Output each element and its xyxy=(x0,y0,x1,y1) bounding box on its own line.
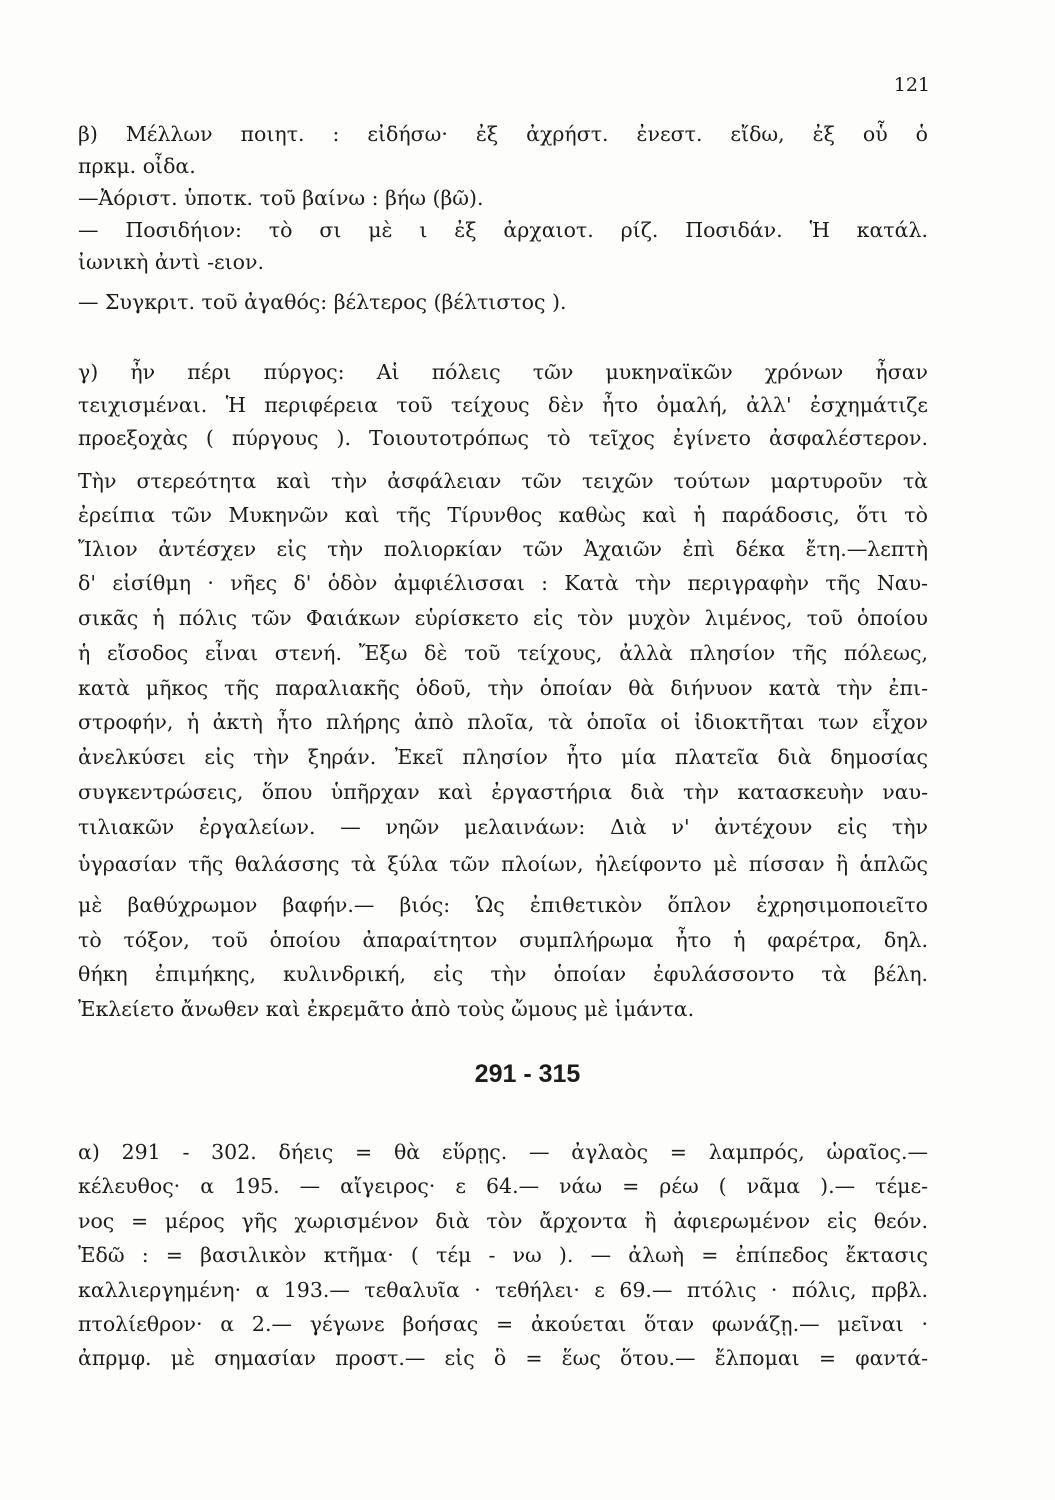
text-line: τιλιακῶν ἐργαλείων. — νηῶν μελαινάων: Διὰ ν' ἀντέχουν εἰς τὴν xyxy=(78,815,928,839)
text-line: συγκεντρώσεις, ὅπου ὑπῆρχαν καὶ ἐργαστήρια διὰ τὴν κατασκευὴν ναυ- xyxy=(78,780,928,804)
text-line: κατὰ μῆκος τῆς παραλιακῆς ὁδοῦ, τὴν ὁποίαν θὰ διήνυον κατὰ τὴν ἐπι- xyxy=(78,676,928,700)
text-line: μὲ βαθύχρωμον βαφήν.— βιός: Ὡς ἐπιθετικὸν ὅπλον ἐχρησιμοποιεῖτο xyxy=(78,893,928,917)
text-line: δ' εἰσίθμη · νῆες δ' ὁδὸν ἀμφιέλισσαι : Κατὰ τὴν περιγραφὴν τῆς Ναυ- xyxy=(78,571,928,595)
text-line: Ἐδῶ : = βασιλικὸν κτῆμα· ( τέμ - νω ). — ἀλωὴ = ἐπίπεδος ἔκτασις xyxy=(78,1243,928,1267)
text-line: Ἴλιον ἀντέσχεν εἰς τὴν πολιορκίαν τῶν Ἀχαιῶν ἐπὶ δέκα ἔτη.—λεπτὴ xyxy=(78,537,928,561)
text-line: α) 291 - 302. δήεις = θὰ εὕρῃς. — ἀγλαὸς = λαμπρός, ὡραῖος.— xyxy=(78,1140,928,1164)
text-line: —Ἀόριστ. ὑποτκ. τοῦ βαίνω : βήω (βῶ). xyxy=(78,186,484,210)
section-heading: 291 - 315 xyxy=(474,1060,581,1088)
text-line: ὑγρασίαν τῆς θαλάσσης τὰ ξύλα τῶν πλοίων, ἠλείφοντο μὲ πίσσαν ἢ ἁπλῶς xyxy=(78,852,928,876)
text-line: Ἐκλείετο ἄνωθεν καὶ ἐκρεμᾶτο ἀπὸ τοὺς ὤμους μὲ ἱμάντα. xyxy=(78,997,695,1021)
text-line: νος = μέρος γῆς χωρισμένον διὰ τὸν ἄρχοντα ἢ ἀφιερωμένον εἰς θεόν. xyxy=(78,1209,928,1233)
text-line: Τὴν στερεότητα καὶ τὴν ἀσφάλειαν τῶν τειχῶν τούτων μαρτυροῦν τὰ xyxy=(78,469,928,493)
text-line: τὸ τόξον, τοῦ ὁποίου ἀπαραίτητον συμπλήρωμα ἦτο ἡ φαρέτρα, δηλ. xyxy=(78,928,928,952)
text-line: — Ποσιδήιον: τὸ σι μὲ ι ἐξ ἀρχαιοτ. ρίζ. Ποσιδάν. Ἡ κατάλ. xyxy=(78,218,928,242)
text-line: ἐρείπια τῶν Μυκηνῶν καὶ τῆς Τίρυνθος καθὼς καὶ ἡ παράδοσις, ὅτι τὸ xyxy=(78,503,928,527)
text-line: ἡ εἴσοδος εἶναι στενή. Ἔξω δὲ τοῦ τείχους, ἀλλὰ πλησίον τῆς πόλεως, xyxy=(78,641,928,665)
text-line: ἀνελκύσει εἰς τὴν ξηράν. Ἐκεῖ πλησίον ἦτο μία πλατεῖα διὰ δημοσίας xyxy=(78,745,928,769)
text-line: ἀπρμφ. μὲ σημασίαν προστ.— εἰς ὃ = ἕως ὅτου.— ἔλπομαι = φαντά- xyxy=(78,1346,928,1370)
page-number: 121 xyxy=(893,74,930,96)
text-line: πρκμ. οἶδα. xyxy=(78,154,196,178)
text-line: β) Μέλλων ποιητ. : εἰδήσω· ἐξ ἀχρήστ. ἐνεστ. εἴδω, ἐξ οὗ ὁ xyxy=(78,122,928,146)
text-line: ἰωνικὴ ἀντὶ -ειον. xyxy=(78,250,264,274)
text-line: κέλευθος· α 195. — αἴγειρος· ε 64.— νάω = ρέω ( νᾶμα ).— τέμε- xyxy=(78,1174,928,1198)
text-line: στροφήν, ἡ ἀκτὴ ἦτο πλήρης ἀπὸ πλοῖα, τὰ ὁποῖα οἱ ἰδιοκτῆται των εἶχον xyxy=(78,710,928,734)
text-line: σικᾶς ἡ πόλις τῶν Φαιάκων εὑρίσκετο εἰς τὸν μυχὸν λιμένος, τοῦ ὁποίου xyxy=(78,606,928,630)
text-line: πτολίεθρον· α 2.— γέγωνε βοήσας = ἀκούεται ὅταν φωνάζῃ.— μεῖναι · xyxy=(78,1312,928,1336)
text-line: τειχισμέναι. Ἡ περιφέρεια τοῦ τείχους δὲν ἦτο ὁμαλή, ἀλλ' ἐσχημάτιζε xyxy=(78,393,928,417)
text-line: θήκη ἐπιμήκης, κυλινδρική, εἰς τὴν ὁποίαν ἐφυλάσσοντο τὰ βέλη. xyxy=(78,962,928,986)
text-line: προεξοχὰς ( πύργους ). Τοιουτοτρόπως τὸ τεῖχος ἐγίνετο ἀσφαλέστερον. xyxy=(78,426,928,450)
text-line: γ) ἦν πέρι πύργος: Αἱ πόλεις τῶν μυκηναϊκῶν χρόνων ἦσαν xyxy=(78,360,928,384)
text-line: — Συγκριτ. τοῦ ἀγαθός: βέλτερος (βέλτιστος ). xyxy=(78,290,567,314)
text-line: καλλιεργημένη· α 193.— τεθαλυῖα · τεθήλει· ε 69.— πτόλις · πόλις, πρβλ. xyxy=(78,1278,928,1302)
